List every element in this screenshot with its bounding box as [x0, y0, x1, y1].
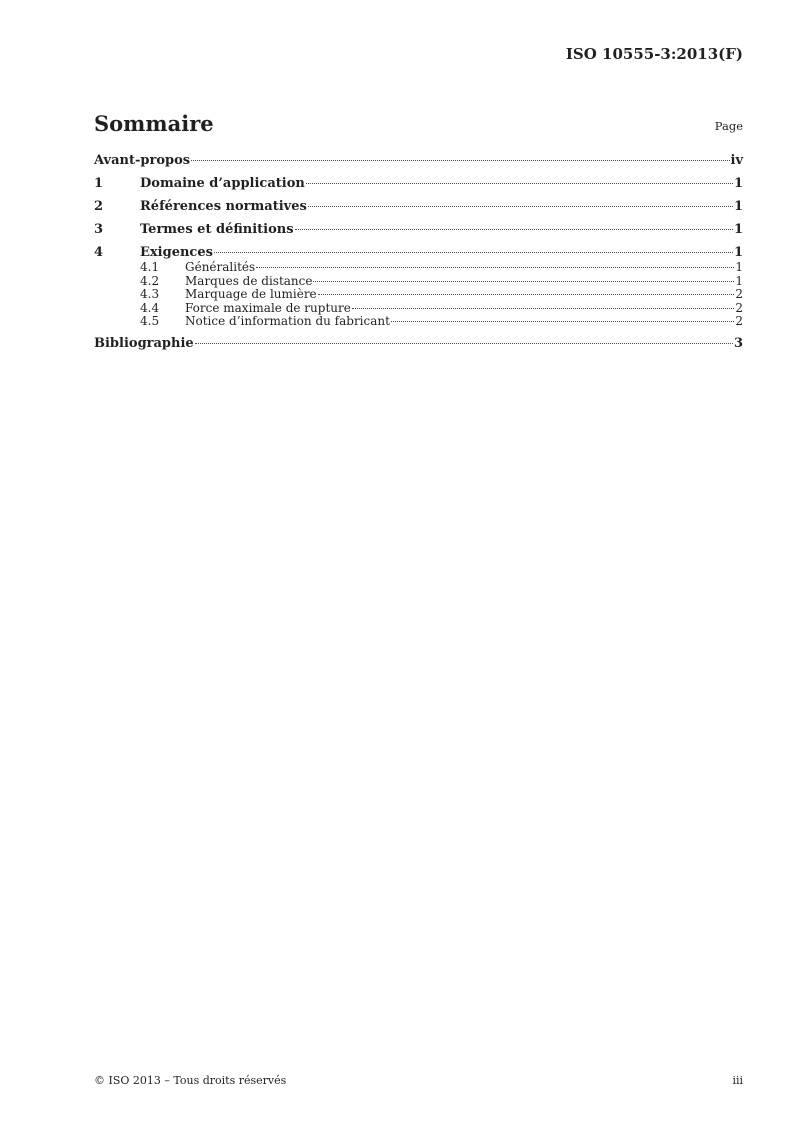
dot-leader	[391, 321, 734, 322]
toc-entry-1[interactable]	[94, 176, 743, 191]
toc-entry-number: 2	[94, 199, 104, 214]
dot-leader	[306, 183, 733, 184]
toc-entry-page: 1	[733, 222, 743, 237]
toc-entry-number: 4.5	[140, 314, 160, 328]
table-of-contents	[94, 153, 743, 351]
toc-entry-number: 4	[94, 245, 104, 260]
toc-entry-number: 3	[94, 222, 104, 237]
toc-entry-label: Marquage de lumière	[185, 287, 317, 301]
toc-entry-page: 1	[733, 245, 743, 260]
toc-entry-number: 1	[94, 176, 104, 191]
toc-entry-label: Exigences	[140, 245, 213, 260]
toc-entry-4-5[interactable]	[94, 314, 743, 328]
toc-entry-page: iv	[730, 153, 743, 168]
toc-entry-number: 4.3	[140, 287, 160, 301]
dot-leader	[195, 343, 733, 344]
toc-entry-4-4[interactable]	[94, 301, 743, 315]
toc-entry-label: Domaine d’application	[140, 176, 305, 191]
dot-leader	[256, 267, 734, 268]
toc-entry-avant-propos[interactable]	[94, 153, 743, 168]
toc-entry-4-2[interactable]	[94, 274, 743, 288]
toc-entry-page: 1	[735, 273, 743, 288]
toc-entry-page: 2	[735, 314, 743, 328]
toc-entry-4[interactable]	[94, 245, 743, 260]
toc-entry-number: 4.4	[140, 300, 160, 315]
dot-leader	[318, 294, 735, 295]
toc-entry-bibliographie[interactable]	[94, 336, 743, 351]
toc-entry-label: Bibliographie	[94, 335, 194, 351]
page-footer	[94, 1074, 743, 1087]
toc-entry-page: 2	[735, 300, 743, 315]
page-title: Sommaire	[94, 111, 214, 136]
toc-entry-label: Avant-propos	[94, 153, 191, 168]
toc-entry-2[interactable]	[94, 199, 743, 214]
toc-entry-label: Généralités	[185, 260, 256, 274]
toc-entry-page: 3	[733, 335, 743, 351]
toc-entry-4-1[interactable]	[94, 260, 743, 274]
dot-leader	[214, 252, 733, 253]
toc-entry-page: 1	[735, 260, 743, 274]
document-reference: ISO 10555-3:2013(F)	[565, 45, 743, 63]
dot-leader	[308, 206, 733, 207]
dot-leader	[352, 308, 735, 309]
page-number: iii	[732, 1074, 743, 1087]
toc-entry-label: Termes et définitions	[140, 222, 294, 237]
toc-entry-label: Marques de distance	[185, 273, 313, 288]
toc-entry-4-3[interactable]	[94, 287, 743, 301]
toc-entry-3[interactable]	[94, 222, 743, 237]
toc-entry-page: 1	[733, 199, 743, 214]
toc-entry-number: 4.1	[140, 260, 160, 274]
dot-leader	[295, 229, 733, 230]
dot-leader	[313, 281, 734, 282]
toc-entry-label: Notice d’information du fabricant	[185, 314, 390, 328]
toc-entry-page: 1	[733, 176, 743, 191]
toc-entry-label: Références normatives	[140, 199, 307, 214]
page-column-label: Page	[714, 119, 743, 133]
toc-entry-number: 4.2	[140, 273, 160, 288]
toc-entry-page: 2	[735, 287, 743, 301]
copyright-notice: © ISO 2013 – Tous droits réservés	[94, 1074, 287, 1087]
toc-entry-label: Force maximale de rupture	[185, 300, 351, 315]
dot-leader	[191, 160, 729, 161]
